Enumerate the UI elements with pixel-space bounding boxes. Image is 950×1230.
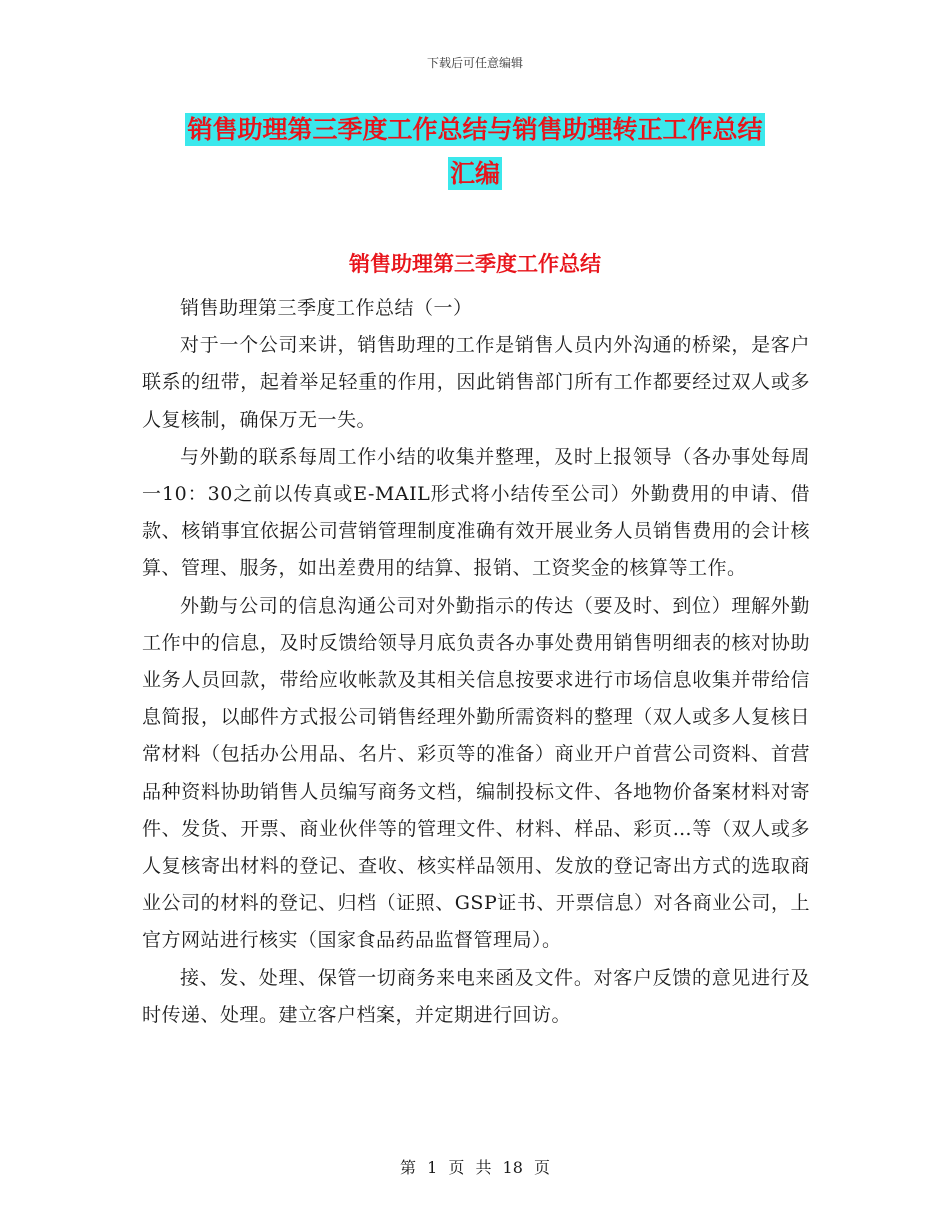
document-body (142, 290, 810, 1034)
paragraph: 接、发、处理、保管一切商务来电来函及文件。对客户反馈的意见进行及时传递、处理。建立客户档案，并定期进行回访。 (142, 966, 810, 1026)
page-number: 第 1 页 共 18 页 (400, 1158, 550, 1177)
document-title-line-1: 销售助理第三季度工作总结与销售助理转正工作总结 (187, 115, 763, 144)
paragraph: 对于一个公司来讲，销售助理的工作是销售人员内外沟通的桥梁，是客户联系的纽带，起着举足轻重的作用，因此销售部门所有工作都要经过双人或多人复核制，确保万无一失。 (142, 334, 810, 431)
document-title-line-2: 汇编 (449, 159, 500, 188)
paragraph: 外勤与公司的信息沟通公司对外勤指示的传达（要及时、到位）理解外勤工作中的信息，及时反馈给领导月底负责各办事处费用销售明细表的核对协助业务人员回款，带给应收帐款及其相关信息按要求进行市场信息收集并带给信息简报，以邮件方式报公司销售经理外勤所需资料的整理（双人或多人复核日常材料（包括办公用品、名片、彩页等的准备）商业开户首营公司资料、首营品种资料协助销售人员编写商务文档，编制投标文件、各地物价备案材料对寄件、发货、开票、商业伙伴等的管理文件、材料、样品、彩页…等（双人或多人复核寄出材料的登记、查收、核实样品领用、发放的登记寄出方式的选取商业公司的材料的登记、归档（证照、GSP证书、开票信息）对各商业公司，上官方网站进行核实（国家食品药品监督管理局）。 (142, 594, 810, 952)
page-header-note: 下载后可任意编辑 (426, 56, 523, 70)
paragraph-subheading: 销售助理第三季度工作总结（一） (180, 297, 473, 319)
section-title: 销售助理第三季度工作总结 (349, 252, 601, 276)
paragraph: 与外勤的联系每周工作小结的收集并整理，及时上报领导（各办事处每周一10：30之前以传真或E-MAIL形式将小结传至公司）外勤费用的申请、借款、核销事宜依据公司营销管理制度准确有效开展业务人员销售费用的会计核算、管理、服务，如出差费用的结算、报销、工资奖金的核算等工作。 (142, 445, 810, 580)
document-title (140, 108, 810, 196)
